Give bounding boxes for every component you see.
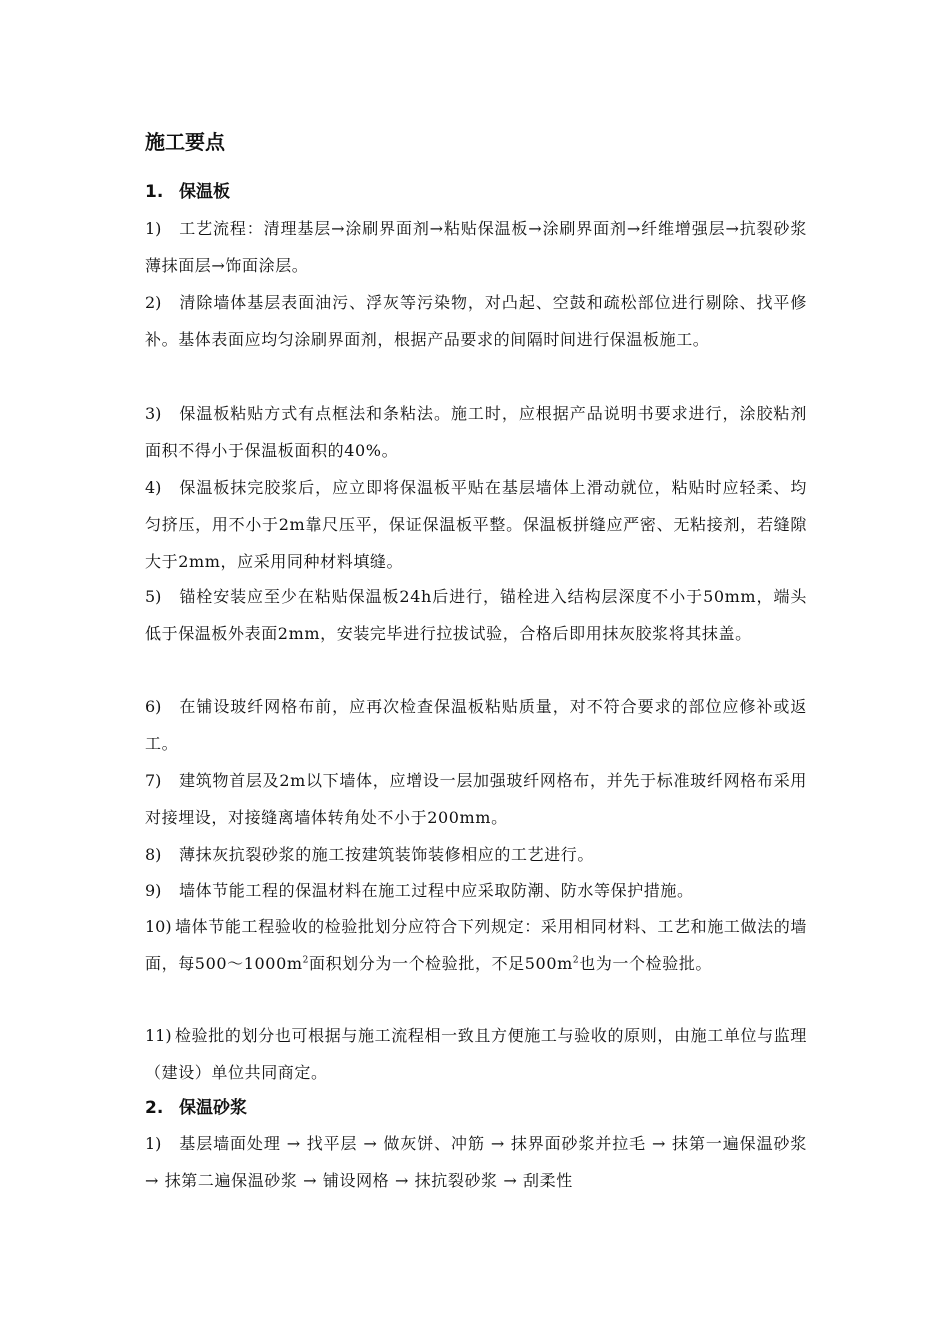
item-text: 检验批的划分也可根据与施工流程相一致且方便施工与验收的原则，由施工单位与监理（建设）单位共同商定。 bbox=[145, 1026, 807, 1082]
item-text: 墙体节能工程的保温材料在施工过程中应采取防潮、防水等保护措施。 bbox=[179, 881, 694, 900]
item-text: 清除墙体基层表面油污、浮灰等污染物，对凸起、空鼓和疏松部位进行剔除、找平修补。基体表面应均匀涂刷界面剂，根据产品要求的间隔时间进行保温板施工。 bbox=[145, 293, 807, 349]
item-number: 5) bbox=[145, 587, 162, 606]
list-item bbox=[145, 1017, 807, 1091]
item-text: 在铺设玻纤网格布前，应再次检查保温板粘贴质量，对不符合要求的部位应修补或返工。 bbox=[145, 697, 807, 753]
section-heading-insulation-mortar bbox=[145, 1096, 247, 1120]
list-item bbox=[145, 578, 807, 652]
item-text: 基层墙面处理 → 找平层 → 做灰饼、冲筋 → 抹界面砂浆并拉毛 → 抹第一遍保温砂浆 → 抹第二遍保温砂浆 → 铺设网格 → 抹抗裂砂浆 → 刮柔性 bbox=[145, 1134, 807, 1190]
list-item bbox=[145, 872, 807, 909]
section-heading-insulation-board bbox=[145, 180, 230, 204]
item-number: 2) bbox=[145, 293, 162, 312]
item-text: 保温板粘贴方式有点框法和条粘法。施工时，应根据产品说明书要求进行，涂胶粘剂面积不得小于保温板面积的40%。 bbox=[145, 404, 807, 460]
list-item bbox=[145, 836, 807, 873]
section-number: 2. bbox=[145, 1098, 164, 1118]
item-text: 薄抹灰抗裂砂浆的施工按建筑装饰装修相应的工艺进行。 bbox=[179, 845, 595, 864]
item-number: 8) bbox=[145, 845, 162, 864]
list-item bbox=[145, 908, 807, 982]
item-text: 建筑物首层及2m以下墙体，应增设一层加强玻纤网格布，并先于标准玻纤网格布采用对接埋设，对接缝离墙体转角处不小于200mm。 bbox=[145, 771, 807, 827]
item-text: 锚栓安装应至少在粘贴保温板24h后进行，锚栓进入结构层深度不小于50mm，端头低于保温板外表面2mm，安装完毕进行拉拔试验，合格后即用抹灰胶浆将其抹盖。 bbox=[145, 587, 807, 643]
list-item bbox=[145, 395, 807, 469]
item-text: 墙体节能工程验收的检验批划分应符合下列规定：采用相同材料、工艺和施工做法的墙面，每500～1000m bbox=[145, 917, 807, 973]
item-number: 9) bbox=[145, 881, 162, 900]
item-number: 11) bbox=[145, 1026, 172, 1045]
item-number: 7) bbox=[145, 771, 162, 790]
item-number: 6) bbox=[145, 697, 162, 716]
item-text: 也为一个检验批。 bbox=[579, 954, 713, 973]
item-number: 3) bbox=[145, 404, 162, 423]
section-number: 1. bbox=[145, 182, 164, 202]
section-title: 保温板 bbox=[179, 182, 230, 202]
list-item bbox=[145, 688, 807, 762]
item-number: 1) bbox=[145, 1134, 162, 1153]
item-number: 1) bbox=[145, 219, 162, 238]
superscript: 2 bbox=[302, 955, 309, 966]
page-title: 施工要点 bbox=[145, 130, 225, 154]
item-number: 4) bbox=[145, 478, 162, 497]
superscript: 2 bbox=[572, 955, 580, 966]
list-item bbox=[145, 284, 807, 358]
section-title: 保温砂浆 bbox=[179, 1098, 247, 1118]
list-item bbox=[145, 762, 807, 836]
list-item bbox=[145, 210, 807, 284]
list-item bbox=[145, 1125, 807, 1199]
item-number: 10) bbox=[145, 917, 172, 936]
item-text: 工艺流程：清理基层→涂刷界面剂→粘贴保温板→涂刷界面剂→纤维增强层→抗裂砂浆薄抹面层→饰面涂层。 bbox=[145, 219, 807, 275]
item-text: 面积划分为一个检验批，不足500m bbox=[308, 954, 573, 973]
item-text: 保温板抹完胶浆后，应立即将保温板平贴在基层墙体上滑动就位，粘贴时应轻柔、均匀挤压，用不小于2m靠尺压平，保证保温板平整。保温板拼缝应严密、无粘接剂，若缝隙大于2mm，应采用同种材料填缝。 bbox=[145, 478, 807, 571]
list-item bbox=[145, 469, 807, 580]
